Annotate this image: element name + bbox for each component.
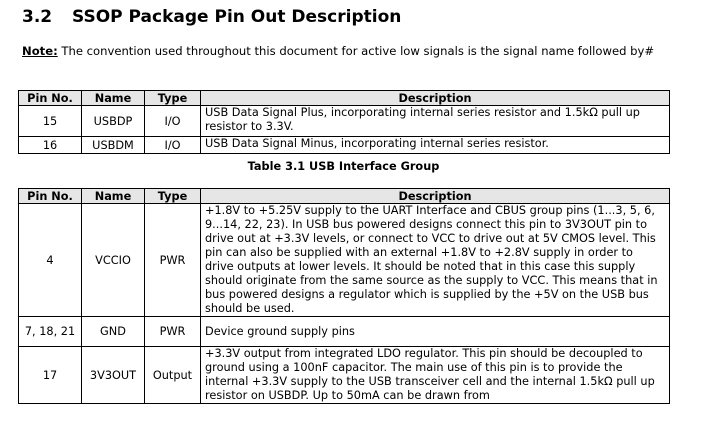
- description-cell: USB Data Signal Plus, incorporating internal series resistor and 1.5kΩ pull up resistor to 3.3V.: [201, 106, 670, 137]
- description-cell: Device ground supply pins: [201, 317, 670, 347]
- note-text: The convention used throughout this document for active low signals is the signal name followed by#: [57, 44, 655, 58]
- pin-cell: 17: [19, 347, 82, 404]
- col-header-name: Name: [82, 189, 145, 204]
- section-title: SSOP Package Pin Out Description: [72, 7, 402, 27]
- table-header-row: [19, 189, 670, 204]
- power-table: [18, 188, 670, 404]
- col-header-name: Name: [82, 91, 145, 106]
- type-cell: Output: [145, 347, 201, 404]
- table-row: [19, 137, 670, 154]
- table-row: [19, 317, 670, 347]
- col-header-description: Description: [201, 189, 670, 204]
- pin-cell: 7, 18, 21: [19, 317, 82, 347]
- table-row: [19, 106, 670, 137]
- description-cell: +3.3V output from integrated LDO regulator. This pin should be decoupled to ground using a 100nF capacitor. The main use of this pin is to provide the internal +3.3V supply to the USB transceiver cell and the internal 1.5kΩ pull up resistor on USBDP. Up to 50mA can be drawn from: [201, 347, 670, 404]
- type-cell: I/O: [145, 106, 201, 137]
- table-row: [19, 204, 670, 317]
- name-cell: 3V3OUT: [82, 347, 145, 404]
- pin-cell: 16: [19, 137, 82, 154]
- name-cell: USBDM: [82, 137, 145, 154]
- pin-cell: 15: [19, 106, 82, 137]
- name-cell: VCCIO: [82, 204, 145, 317]
- col-header-description: Description: [201, 91, 670, 106]
- col-header-type: Type: [145, 189, 201, 204]
- description-cell: USB Data Signal Minus, incorporating internal series resistor.: [201, 137, 670, 154]
- power-table-clip: [18, 188, 670, 418]
- type-cell: PWR: [145, 317, 201, 347]
- col-header-pin: Pin No.: [19, 189, 82, 204]
- note-paragraph: [22, 44, 682, 59]
- note-label: Note:: [22, 44, 58, 58]
- table-header-row: [19, 91, 670, 106]
- description-cell: +1.8V to +5.25V supply to the UART Interface and CBUS group pins (1...3, 5, 6, 9...14, 22, 23). In USB bus powered designs connect this pin to 3V3OUT pin to drive out at +3.3V levels, or connect to VCC to drive out at 5V CMOS level. This pin can also be supplied with an external +1.8V to +2.8V supply in order to drive outputs at lower levels. It should be noted that in this case this supply should originate from the same source as the supply to VCC. This means that in bus powered designs a regulator which is supplied by the +5V on the USB bus should be used.: [201, 204, 670, 317]
- name-cell: USBDP: [82, 106, 145, 137]
- name-cell: GND: [82, 317, 145, 347]
- section-number: 3.2: [22, 7, 53, 27]
- type-cell: I/O: [145, 137, 201, 154]
- table-caption: Table 3.1 USB Interface Group: [247, 160, 440, 173]
- table-row: [19, 347, 670, 404]
- usb-interface-table: [18, 90, 670, 154]
- col-header-type: Type: [145, 91, 201, 106]
- section-heading: [22, 7, 401, 27]
- pin-cell: 4: [19, 204, 82, 317]
- col-header-pin: Pin No.: [19, 91, 82, 106]
- type-cell: PWR: [145, 204, 201, 317]
